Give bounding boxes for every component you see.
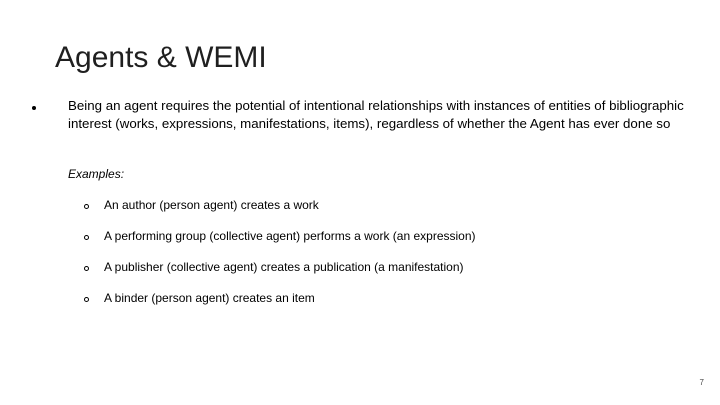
hollow-bullet-icon <box>84 204 89 209</box>
example-text: An author (person agent) creates a work <box>104 198 319 212</box>
example-text: A performing group (collective agent) performs a work (an expression) <box>104 229 476 243</box>
slide-title: Agents & WEMI <box>55 41 267 74</box>
example-text: A publisher (collective agent) creates a publication (a manifestation) <box>104 260 464 274</box>
examples-label: Examples: <box>68 167 125 181</box>
hollow-bullet-icon <box>84 235 89 240</box>
example-text: A binder (person agent) creates an item <box>104 291 315 305</box>
bullet-dot-icon <box>32 106 36 110</box>
main-bullet-text: Being an agent requires the potential of intentional relationships with instances of entities of bibliographic interest (works, expressions, manifestations, items), regardless of whether the Agent has ever done so <box>68 98 684 131</box>
page-number: 7 <box>699 378 704 387</box>
hollow-bullet-icon <box>84 297 89 302</box>
hollow-bullet-icon <box>84 266 89 271</box>
